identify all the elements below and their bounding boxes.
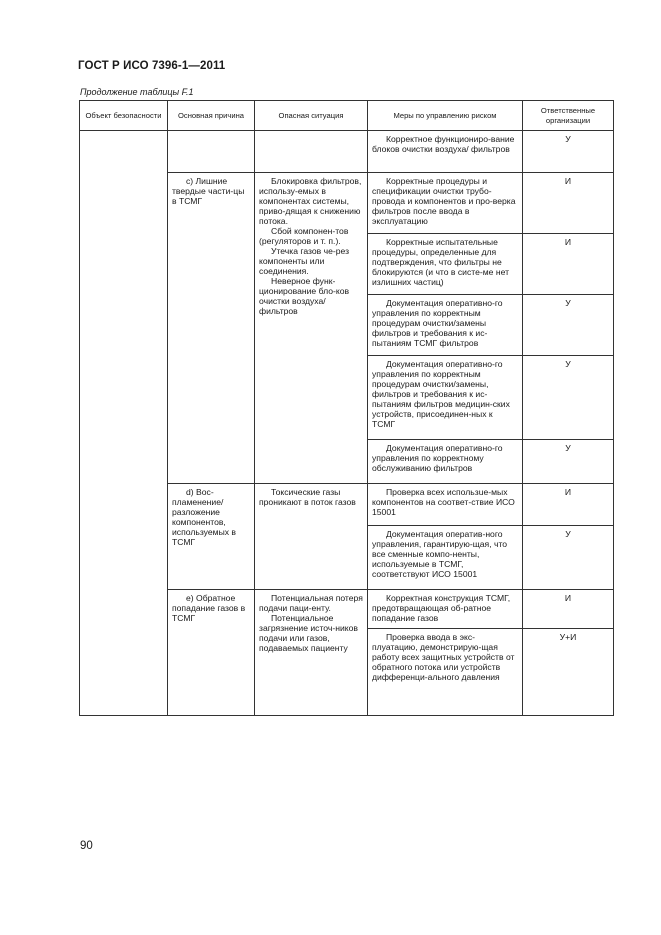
responsible-cell: У bbox=[523, 356, 614, 440]
situation-cell bbox=[255, 131, 368, 173]
header-cause: Основная причина bbox=[168, 101, 255, 131]
header-measures: Меры по управлению риском bbox=[368, 101, 523, 131]
measure-cell: Корректное функциониро-вание блоков очистки воздуха/ фильтров bbox=[368, 131, 523, 173]
document-title: ГОСТ Р ИСО 7396-1—2011 bbox=[78, 60, 226, 72]
situation-cell bbox=[255, 484, 368, 590]
measure-cell: Проверка ввода в экс-плуатацию, демонстрирую-щая работу всех защитных устройств от обратного потока или устройств дифференци-ального давления bbox=[368, 629, 523, 716]
measure-cell: Документация оперативно-го управления по корректным процедурам очистки/замены фильтров и требования к ис-пытаниям ТСМГ фильтров bbox=[368, 295, 523, 356]
responsible-cell: У+И bbox=[523, 629, 614, 716]
situation-text: Потенциальное загрязнение источ-ников подачи или газов, подаваемых пациенту bbox=[259, 613, 358, 653]
measure-cell: Корректная конструкция ТСМГ, предотвращающая об-ратное попадание газов bbox=[368, 590, 523, 629]
situation-text: Неверное функ-ционирование бло-ков очистки воздуха/ фильтров bbox=[259, 276, 350, 316]
header-situation: Опасная ситуация bbox=[255, 101, 368, 131]
responsible-cell: У bbox=[523, 295, 614, 356]
page-number: 90 bbox=[80, 840, 93, 852]
situation-cell bbox=[255, 173, 368, 484]
situation-text: Токсические газы проникают в поток газов bbox=[259, 487, 356, 507]
table-row bbox=[80, 131, 614, 173]
table-header-row bbox=[80, 101, 614, 131]
measure-cell: Корректные процедуры и спецификации очистки трубо-провода и компонентов и про-верка фильтров после ввода в эксплуатацию bbox=[368, 173, 523, 234]
measure-cell: Документация оперативно-го управления по корректным процедурам очистки/замены, фильтров и требования к ис-пытаниям фильтров медицин-ских устройств, присоединен-ных к ТСМГ bbox=[368, 356, 523, 440]
responsible-cell: У bbox=[523, 440, 614, 484]
situation-text: Потенциальная потеря подачи паци-енту. bbox=[259, 593, 363, 613]
responsible-cell: И bbox=[523, 484, 614, 526]
responsible-cell: У bbox=[523, 526, 614, 590]
responsible-cell: И bbox=[523, 234, 614, 295]
risk-table bbox=[79, 100, 614, 716]
measure-cell: Проверка всех использue-мых компонентов на соответ-ствие ИСО 15001 bbox=[368, 484, 523, 526]
header-responsible: Ответственные организации bbox=[523, 101, 614, 131]
header-object: Объект безопасности bbox=[80, 101, 168, 131]
cause-cell: c) Лишние твердые части-цы в ТСМГ bbox=[168, 173, 255, 484]
responsible-cell: И bbox=[523, 173, 614, 234]
cause-cell: e) Обратное попадание газов в ТСМГ bbox=[168, 590, 255, 716]
situation-text: Утечка газов че-рез компоненты или соединения. bbox=[259, 246, 350, 276]
object-cell bbox=[80, 131, 168, 716]
measure-cell: Документация оперативно-го управления по корректному обслуживанию фильтров bbox=[368, 440, 523, 484]
responsible-cell: У bbox=[523, 131, 614, 173]
responsible-cell: И bbox=[523, 590, 614, 629]
measure-cell: Документация оператив-ного управления, гарантирую-щая, что все сменные компо-ненты, используемые в ТСМГ, соответствуют ИСО 15001 bbox=[368, 526, 523, 590]
situation-text: Блокировка фильтров, использу-емых в компонентах системы, приво-дящая к снижению потока. bbox=[259, 176, 362, 226]
cause-cell bbox=[168, 131, 255, 173]
measure-cell: Корректные испытательные процедуры, определенные для подтверждения, что фильтры не блокируются (и что в систе-ме нет излишних частиц) bbox=[368, 234, 523, 295]
situation-text: Сбой компонен-тов (регуляторов и т. п.). bbox=[259, 226, 349, 246]
situation-cell bbox=[255, 590, 368, 716]
cause-cell: d) Вос-пламенение/ разложение компонентов, используемых в ТСМГ bbox=[168, 484, 255, 590]
table-caption: Продолжение таблицы F.1 bbox=[80, 87, 194, 97]
